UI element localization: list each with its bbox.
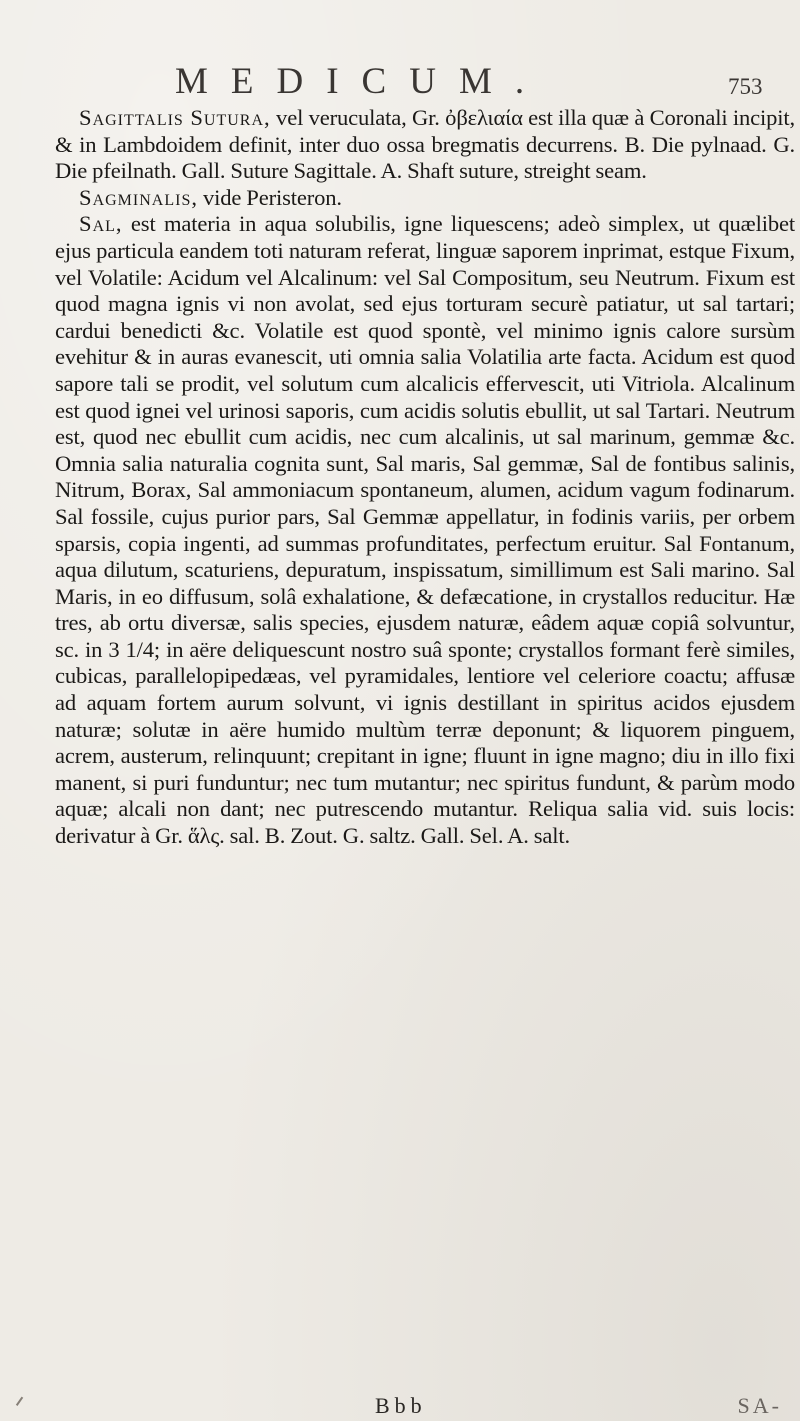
running-head: MEDICUM. (175, 61, 548, 102)
entry-sagminalis (55, 185, 795, 212)
entry-headword: Sagittalis Sutura, (79, 105, 271, 130)
catchword: SA- (737, 1393, 782, 1418)
entry-headword: Sagminalis, (79, 184, 198, 210)
entry-sagittalis (55, 105, 795, 185)
entry-sal (55, 211, 795, 849)
entry-headword: Sal, (79, 211, 123, 237)
entry-body: est materia in aqua solubilis, igne liquescens; adeò simplex, ut quælibet ejus particula eandem toti naturam referat, linguæ saporem inprimat, estque Fixum, vel Volatile: Acidum vel Alcalinum: vel Sal Compositum, seu Neutrum. Fixum est quod magna ignis vi non avolat, sed ejus torturam securè patiatur, ut sal tartari; cardui benedicti &c. Volatile est quod spontè, vel minimo ignis calore sursùm evehitur & in auras evanescit, uti omnia salia Volatilia arte facta. Acidum est quod sapore tali se prodit, vel solutum cum alcalicis effervescit, uti Vitriola. Alcalinum est quod ignei vel urinosi saporis, cum acidis solutis ebullit, ut sal Tartari. Neutrum est, quod nec ebullit cum acidis, nec cum alcalinis, ut sal marinum, gemmæ &c. Omnia salia naturalia cognita sunt, Sal maris, Sal gemmæ, Sal de fontibus salinis, Nitrum, Borax, Sal ammoniacum spontaneum, alumen, acidum vagum fodinarum. Sal fossile, cujus purior pars, Sal Gemmæ appellatur, in fodinis variis, per orbem sparsis, copia ingenti, ad summas profunditates, perfectum eruitur. Sal Fontanum, aqua dilutum, scaturiens, depuratum, inspissatum, simillimum est Sali marino. Sal Maris, in eo diffusum, solâ exhalatione, & defæcatione, in crystallos reducitur. Hæ tres, ab ortu diversæ, salis species, ejusdem naturæ, eâdem aquæ copiâ solvuntur, sc. in 3 1/4; in aëre deliquescunt nostro suâ sponte; crystallos formant ferè similes, cubicas, parallelopipedæas, vel pyramidales, lentiore vel celeriore coactu; affusæ ad aquam fortem aurum solvunt, vi ignis destillant in spiritus acidos ejusdem naturæ; solutæ in aëre humido multùm terræ deponunt; & liquorem pinguem, acrem, austerum, relinquunt; crepitant in igne; fluunt in igne magno; diu in illo fixi manent, si puri funduntur; nec tum mutantur; nec spiritus fundunt, & parùm modo aquæ; alcali non dant; nec putrescendo mutantur. Reliqua salia vid. suis locis: derivatur à Gr. ἅλς. sal. B. Zout. G. saltz. Gall. Sel. A. salt. (55, 211, 795, 849)
page-footer (0, 1393, 800, 1419)
page-number: 753 (728, 74, 763, 99)
signature-mark: Bbb (375, 1393, 427, 1418)
entry-body: vel veruculata, Gr. ὀβελιαία est illa quæ à Coronali incipit, & in Lambdoidem definit, inter duo ossa bregmatis decurrens. B. Die pylnaad. G. Die pfeilnath. Gall. Suture Sagittale. A. Shaft suture, streight seam. (55, 105, 796, 184)
dictionary-text (55, 105, 795, 850)
entry-body: vide Peristeron. (203, 184, 342, 210)
